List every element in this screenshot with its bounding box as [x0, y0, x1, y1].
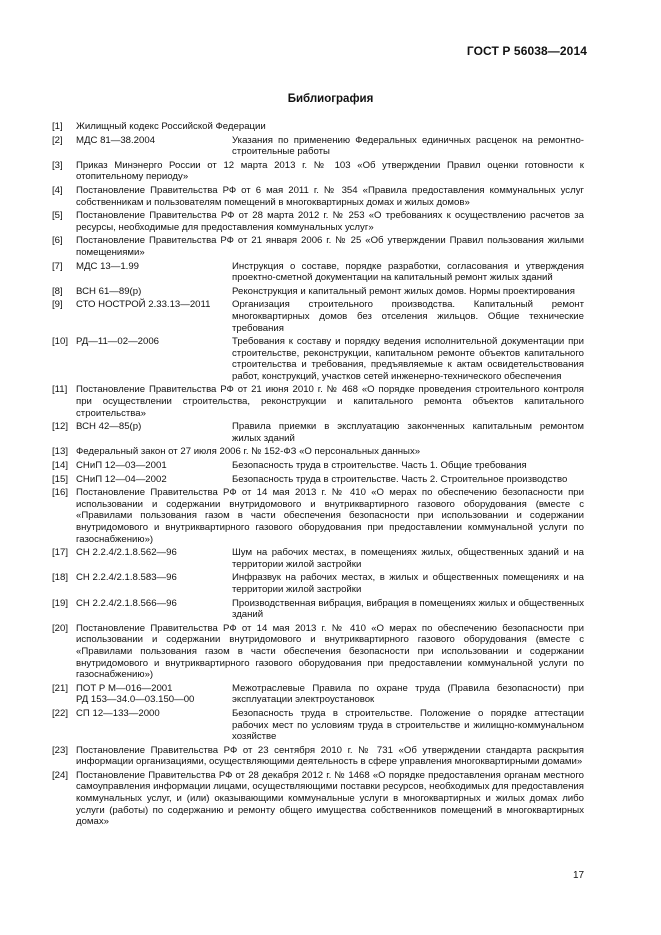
entry-number: [7] [52, 260, 63, 272]
entry-code-primary: СТО НОСТРОЙ 2.33.13—2011 [76, 299, 211, 311]
entry-text: Постановление Правительства РФ от 28 марта 2012 г. № 253 «О требованиях к осуществлению расчетов за ресурсы, необходимые для предоставления коммунальных услуг» [76, 210, 584, 233]
bibliography-entry [52, 160, 584, 183]
entry-number: [10] [52, 336, 69, 348]
entry-text: Постановление Правительства РФ от 21 января 2006 г. № 25 «Об утверждении Правил пользования жилыми помещениями» [76, 235, 584, 258]
entry-number: [14] [52, 460, 69, 472]
entry-number: [5] [52, 210, 63, 222]
entry-text: Постановление Правительства РФ от 6 мая 2011 г. № 354 «Правила предоставления коммунальных услуг собственникам и пользователям помещений в многоквартирных домах и жилых домов» [76, 184, 584, 208]
bibliography-entry [52, 770, 584, 828]
bibliography-entry [52, 460, 584, 472]
entry-number: [6] [52, 235, 63, 247]
bibliography-entry [52, 474, 584, 486]
entry-number: [24] [52, 769, 69, 781]
entry-code-primary: СН 2.2.4/2.1.8.566—96 [76, 597, 177, 609]
bibliography-list [52, 121, 584, 830]
entry-number: [12] [52, 421, 69, 433]
bibliography-entry [52, 683, 584, 706]
bibliography-entry [52, 598, 584, 621]
entry-code-primary: СНиП 12—03—2001 [76, 460, 167, 472]
bibliography-entry [52, 235, 584, 258]
entry-text: Федеральный закон от 27 июля 2006 г. № 152-ФЗ «О персональных данных» [76, 446, 421, 458]
entry-code [76, 572, 232, 595]
entry-code-primary: ВСН 61—89(р) [76, 285, 142, 297]
entry-number: [22] [52, 707, 69, 719]
entry-code [76, 421, 232, 444]
entry-text: Приказ Минэнерго России от 12 марта 2013 г. № 103 «Об утверждении Правил оценки готовности к отопительному периоду» [76, 159, 584, 183]
entry-description: Правила приемки в эксплуатацию законченных капитальным ремонтом жилых зданий [232, 421, 584, 444]
entry-number: [11] [52, 384, 68, 396]
bibliography-entry [52, 745, 584, 768]
entry-code [76, 336, 232, 382]
entry-code [76, 460, 232, 472]
entry-code-primary: РД—11—02—2006 [76, 336, 160, 348]
bibliography-entry [52, 547, 584, 570]
bibliography-entry [52, 185, 584, 208]
entry-description: Безопасность труда в строительстве. Положение о порядке аттестации рабочих мест по условиям труда в строительстве и жилищно-коммунальном хозяйстве [232, 707, 584, 743]
entry-number: [9] [52, 299, 63, 311]
bibliography-entry [52, 446, 584, 458]
entry-description: Инфразвук на рабочих местах, в жилых и общественных помещениях и на территории жилой застройки [232, 572, 584, 595]
entry-number: [23] [52, 744, 69, 756]
entry-code [76, 708, 232, 743]
bibliography-entry [52, 121, 584, 133]
entry-number: [1] [52, 121, 63, 132]
entry-description: Указания по применению Федеральных единичных расценок на ремонтно-строительные работы [232, 134, 584, 158]
entry-number: [13] [52, 446, 69, 458]
entry-number: [17] [52, 547, 69, 559]
entry-code [76, 547, 232, 570]
entry-code [76, 598, 232, 621]
entry-text: Жилищный кодекс Российской Федерации [76, 121, 266, 132]
entry-number: [2] [52, 134, 63, 146]
bibliography-entry [52, 487, 584, 545]
entry-code-primary: СНиП 12—04—2002 [76, 473, 167, 485]
entry-text: Постановление Правительства РФ от 21 июня 2010 г. № 468 «О порядке проведения строительного контроля при осуществлении строительства, реконструкции и капитального ремонта объектов капитального строительства» [76, 384, 584, 419]
entry-text: Постановление Правительства РФ от 28 декабря 2012 г. № 1468 «О порядке предоставления органам местного самоуправления информации лицами, осуществляющими поставки ресурсов, необходимых для предоставления коммунальных услуг, и (или) оказывающими коммунальные услуги в многоквартирных и жилых домах либо услуги (работы) по содержанию и ремонту общего имущества собственников помещений в многоквартирных домах» [76, 769, 584, 828]
entry-code-primary: МДС 81—38.2004 [76, 134, 156, 146]
entry-code-secondary: РД 153—34.0—03.150—00 [76, 694, 195, 706]
entry-description: Безопасность труда в строительстве. Часть 2. Строительное производство [232, 473, 568, 485]
entry-description: Безопасность труда в строительстве. Часть 1. Общие требования [232, 460, 527, 472]
bibliography-entry [52, 336, 584, 382]
entry-code-primary: СП 12—133—2000 [76, 707, 160, 719]
entry-description: Организация строительного производства. Капитальный ремонт многоквартирных домов без отселения жильцов. Общие технические требования [232, 299, 584, 334]
entry-description: Реконструкция и капитальный ремонт жилых домов. Нормы проектирования [232, 285, 575, 297]
entry-code [76, 286, 232, 298]
entry-text: Постановление Правительства РФ от 14 мая 2013 г. № 410 «О мерах по обеспечению безопасности при использовании и содержании внутридомового и внутриквартирного газового оборудования (вместе с «Правилами пользования газом в части обеспечения безопасности при использовании и содержании внутридомового и внутриквартирного газового оборудования при предоставлении коммунальной услуги по газоснабжению») [76, 622, 584, 681]
bibliography-entry [52, 421, 584, 444]
entry-description: Межотраслевые Правила по охране труда (Правила безопасности) при эксплуатации электроустановок [232, 682, 584, 706]
entry-description: Шум на рабочих местах, в помещениях жилых, общественных зданий и на территории жилой застройки [232, 547, 584, 570]
bibliography-entry [52, 623, 584, 681]
entry-code [76, 261, 232, 284]
bibliography-entry [52, 708, 584, 743]
entry-number: [3] [52, 159, 63, 171]
standard-header: ГОСТ Р 56038—2014 [466, 44, 587, 58]
entry-description: Производственная вибрация, вибрация в помещениях жилых и общественных зданий [232, 597, 584, 621]
bibliography-entry [52, 210, 584, 233]
entry-number: [19] [52, 597, 69, 609]
entry-code-primary: СН 2.2.4/2.1.8.562—96 [76, 547, 177, 559]
entry-description: Инструкция о составе, порядке разработки, согласования и утверждения проектно-сметной документации на капитальный ремонт жилых зданий [232, 260, 584, 284]
entry-code [76, 299, 232, 334]
page-title: Библиография [287, 93, 374, 105]
entry-code [76, 135, 232, 158]
bibliography-entry [52, 384, 584, 419]
entry-number: [8] [52, 285, 63, 297]
entry-number: [20] [52, 622, 69, 634]
page-number: 17 [573, 870, 585, 881]
bibliography-entry [52, 135, 584, 158]
entry-description: Требования к составу и порядку ведения исполнительной документации при строительстве, реконструкции, капитальном ремонте объектов капитального строительства и требования, предъявляемые к актам освидетельствования работ, конструкций, участков сетей инженерно-технического обеспечения [232, 336, 584, 382]
entry-number: [18] [52, 572, 69, 584]
entry-number: [16] [52, 487, 69, 499]
entry-code [76, 683, 232, 706]
entry-text: Постановление Правительства РФ от 14 мая 2013 г. № 410 «О мерах по обеспечению безопасности при использовании и содержании внутридомового и внутриквартирного газового оборудования (вместе с «Правилами пользования газом в части обеспечения безопасности при использовании и содержании внутридомового и внутриквартирного газового оборудования при предоставлении коммунальной услуги по газоснабжению») [76, 487, 584, 545]
entry-code-primary: ПОТ Р М—016—2001 [76, 682, 173, 694]
bibliography-entry [52, 286, 584, 298]
bibliography-entry [52, 572, 584, 595]
entry-code-primary: МДС 13—1.99 [76, 260, 140, 272]
entry-number: [21] [52, 682, 69, 694]
entry-code [76, 474, 232, 486]
bibliography-entry [52, 299, 584, 334]
entry-code-primary: ВСН 42—85(р) [76, 421, 142, 433]
entry-text: Постановление Правительства РФ от 23 сентября 2010 г. № 731 «Об утверждении стандарта раскрытия информации организациями, осуществляющими деятельность в сфере управления многоквартирными домами» [76, 744, 584, 768]
entry-number: [15] [52, 473, 69, 485]
entry-number: [4] [52, 184, 63, 196]
bibliography-entry [52, 261, 584, 284]
entry-code-primary: СН 2.2.4/2.1.8.583—96 [76, 572, 177, 584]
